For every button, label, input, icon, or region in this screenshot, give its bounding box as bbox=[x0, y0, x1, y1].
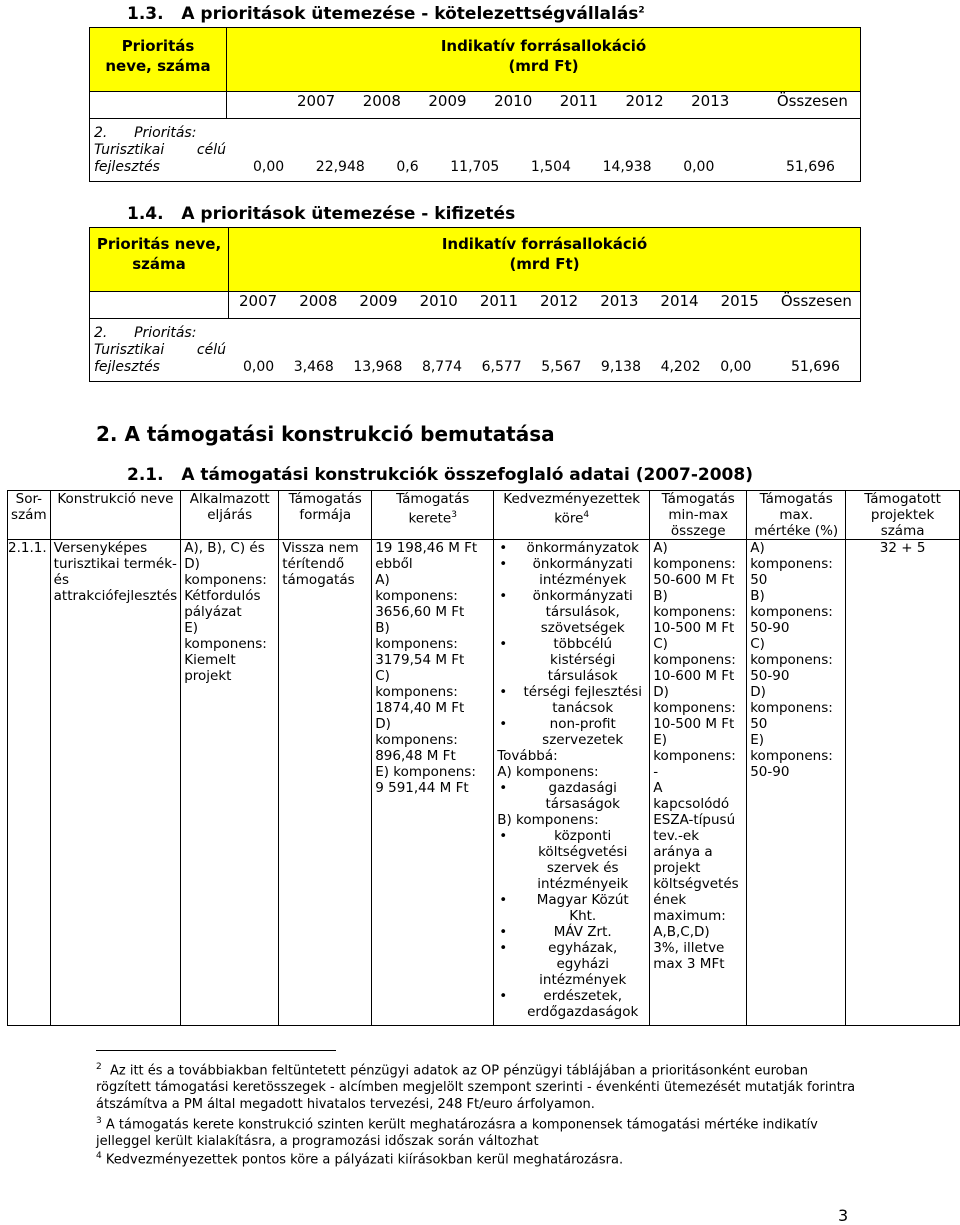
section-2-1-heading: 2.1. A támogatási konstrukciók összefoglaló adatai (2007-2008) bbox=[127, 465, 753, 485]
footnote-4: $^4$ Kedvezményezettek pontos köre a pályázati kiírásokban kerül meghatározásra. bbox=[96, 1151, 624, 1168]
cell-kor: • önkormányzatok • önkormányzati intézmények • önkormányzati társulások, szövetségek • többcélú kistérségi társulások • térségi fejlesztési tanácsok • non-profit szervezetek Továbbá: A) komponens: • gazdasági társaságok B) komponens: • központi költségvetési szervek és intézményeik • Magyar Közút Kht. • MÁV Zrt. • egyházak, egyházi intézmények • erdészetek, erdőgazdaságok bbox=[494, 540, 650, 1026]
priority-header: Prioritás neve, száma bbox=[90, 28, 227, 92]
beneficiary-list-3 bbox=[497, 828, 646, 1020]
value-row: 0,00 22,948 0,6 11,705 1,504 14,938 0,00 51,696 bbox=[253, 159, 835, 175]
year-row-2: 2007 2008 2009 2010 2011 2012 2013 2014 2015 Összesen bbox=[239, 292, 852, 310]
list-item: • non-profit szervezetek bbox=[497, 716, 646, 748]
col-minmax: Támogatás min-max összege bbox=[650, 491, 747, 540]
cell-eljaras: A), B), C) és D) komponens: Kétfordulós pályázat E) komponens: Kiemelt projekt bbox=[181, 540, 279, 1026]
list-item: • gazdasági társaságok bbox=[497, 780, 646, 812]
data-row bbox=[8, 540, 960, 1026]
footnote-3: $^3$ A támogatás kerete konstrukció szinten került meghatározásra a komponensek támogatási mértéke indikatív jelleggel került kialakításra, a programozási időszak során változhat bbox=[96, 1116, 818, 1150]
col-eljaras: Alkalmazott eljárás bbox=[181, 491, 279, 540]
priority-row-2 bbox=[90, 319, 860, 381]
list-item: • önkormányzati társulások, szövetségek bbox=[497, 588, 646, 636]
section-1-3-heading: 1.3. A prioritások ütemezése - kötelezettségvállalás$^2$ bbox=[127, 4, 645, 24]
cell-sorszam: 2.1.1. bbox=[8, 540, 51, 1026]
priority-name: 2. Prioritás: Turisztikai célú fejlesztés bbox=[94, 125, 226, 175]
list-item: • egyházak, egyházi intézmények bbox=[497, 940, 646, 988]
col-kor: Kedvezményezettek köre$^4$ bbox=[494, 491, 650, 540]
construction-table bbox=[7, 490, 960, 1026]
cell-projektek: 32 + 5 bbox=[846, 540, 960, 1026]
cell-keret: 19 198,46 M Ft ebből A) komponens: 3656,60 M Ft B) komponens: 3179,54 M Ft C) komponens: 1874,40 M Ft D) komponens: 896,48 M Ft E) komponens: 9 591,44 M Ft bbox=[372, 540, 494, 1026]
col-sorszam: Sor- szám bbox=[8, 491, 51, 540]
payment-table bbox=[89, 227, 861, 382]
section-1-4-heading: 1.4. A prioritások ütemezése - kifizetés bbox=[127, 204, 516, 224]
allocation-header-2: Indikatív forrásallokáció (mrd Ft) bbox=[229, 228, 861, 292]
footnote-2: $^2$ Az itt és a továbbiakban feltüntetett pénzügyi adatok az OP pénzügyi táblájában a prioritásonként euroban rögzített támogatási keretösszegek - alcímben megjelölt szempont szerinti - évenkénti ütemezését mutatják forintra átszámítva a PM által megadott hivatalos tervezési, 248 Ft/euro árfolyamon. bbox=[96, 1062, 856, 1113]
page-number: 3 bbox=[838, 1206, 849, 1225]
col-keret: Támogatás kerete$^3$ bbox=[372, 491, 494, 540]
priority-name-2: 2. Prioritás: Turisztikai célú fejlesztés bbox=[94, 325, 226, 375]
col-nev: Konstrukció neve bbox=[50, 491, 181, 540]
allocation-header: Indikatív forrásallokáció (mrd Ft) bbox=[227, 28, 861, 92]
col-forma: Támogatás formája bbox=[279, 491, 372, 540]
beneficiary-list-2 bbox=[497, 780, 646, 812]
list-item: • központi költségvetési szervek és intézményeik bbox=[497, 828, 646, 892]
cell-nev: Versenyképes turisztikai termék- és attrakciófejlesztés bbox=[50, 540, 181, 1026]
beneficiary-list-1 bbox=[497, 540, 646, 748]
list-item: • MÁV Zrt. bbox=[497, 924, 646, 940]
list-item: • önkormányzatok bbox=[497, 540, 646, 556]
cell-mertek: A) komponens: 50 B) komponens: 50-90 C) komponens: 50-90 D) komponens: 50 E) komponens: 50-90 bbox=[747, 540, 846, 1026]
year-row: 2007 2008 2009 2010 2011 2012 2013 Összesen bbox=[297, 92, 848, 110]
section-2-heading: 2. A támogatási konstrukció bemutatása bbox=[96, 422, 555, 446]
priority-header-2: Prioritás neve, száma bbox=[90, 228, 229, 292]
cell-minmax: A) komponens: 50-600 M Ft B) komponens: 10-500 M Ft C) komponens: 10-600 M Ft D) komponens: 10-500 M Ft E) komponens: - A kapcsolódó ESZA-típusú tev.-ek aránya a projekt költségvetés ének maximum: A,B,C,D) 3%, illetve max 3 MFt bbox=[650, 540, 747, 1026]
footnote-separator bbox=[96, 1050, 336, 1051]
commitment-table bbox=[89, 27, 861, 182]
header-row bbox=[8, 491, 960, 540]
col-mertek: Támogatás max. mértéke (%) bbox=[747, 491, 846, 540]
col-projektek: Támogatott projektek száma bbox=[846, 491, 960, 540]
list-item: • többcélú kistérségi társulások bbox=[497, 636, 646, 684]
list-item: • önkormányzati intézmények bbox=[497, 556, 646, 588]
cell-forma: Vissza nem térítendő támogatás bbox=[279, 540, 372, 1026]
list-item: • Magyar Közút Kht. bbox=[497, 892, 646, 924]
value-row-2: 0,00 3,468 13,968 8,774 6,577 5,567 9,138 4,202 0,00 51,696 bbox=[243, 359, 840, 375]
list-item: • erdészetek, erdőgazdaságok bbox=[497, 988, 646, 1020]
priority-row bbox=[90, 119, 860, 181]
list-item: • térségi fejlesztési tanácsok bbox=[497, 684, 646, 716]
